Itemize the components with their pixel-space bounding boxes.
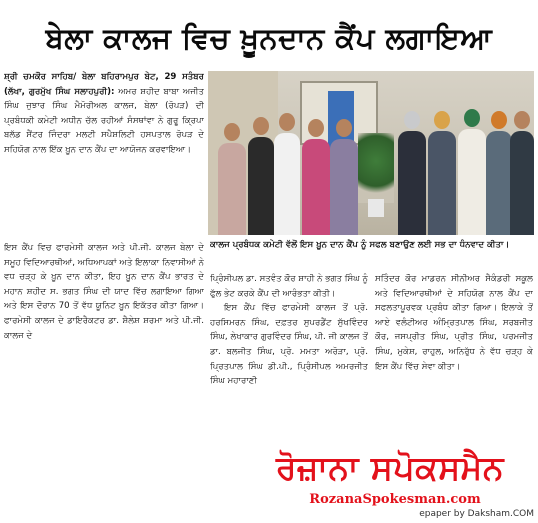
dateline-byline: ਸ਼੍ਰੀ ਚਮਕੌਰ ਸਾਹਿਬ/ ਬੇਲਾ ਬਹਿਰਾਮਪੁਰ ਬੇਟ, 29 ਸਤੰਬਰ (ਲੱਖਾ, ਗੁਰਮੁੱਖ ਸਿੰਘ ਸਲਾਹਪੁਰੀ): bbox=[4, 72, 204, 97]
website-link[interactable]: RozanaSpokesman.com bbox=[309, 492, 481, 507]
article-column-3 bbox=[375, 272, 533, 442]
lead-paragraph: ਅਮਰ ਸ਼ਹੀਦ ਬਾਬਾ ਅਜੀਤ ਸਿੰਘ ਜੁਝਾਰ ਸਿੰਘ ਮੈਮੋਰੀਅਲ ਕਾਲਜ, ਬੇਲਾ (ਰੋਪੜ) ਦੀ ਪ੍ਰਬੰਧਕੀ ਕਮੇਟੀ ਅਧੀਨ ਚੱਲ ਰਹੀਆਂ ਸੰਸਥਾਂਵਾ ਨੇ ਗੁਰੂ ਕ੍ਰਿਪਾ ਬਲੱਡ ਸੈਂਟਰ ਜਿੰਦਰਾ ਮਲਟੀ ਸਪੈਸ਼ਲਿਟੀ ਹਸਪਤਾਲ ਰੋਪੜ ਦੇ ਸਹਿਯੋਗ ਨਾਲ ਇੱਕ ਖ਼ੂਨ ਦਾਨ ਕੈਂਪ ਦਾ ਆਯੋਜਨ ਕਰਵਾਇਆ। bbox=[4, 86, 204, 155]
photo-caption: ਕਾਲਜ ਪ੍ਰਬੰਧਕ ਕਮੇਟੀ ਵੱਲੋਂ ਇਸ ਖ਼ੂਨ ਦਾਨ ਕੈਂਪ ਨੂੰ ਸਫਲ ਬਣਾਉਣ ਲਈ ਸਭ ਦਾ ਧੰਨਵਾਦ ਕੀਤਾ। bbox=[210, 240, 510, 250]
article-headline: ਬੇਲਾ ਕਾਲਜ ਵਿਚ ਖ਼ੂਨਦਾਨ ਕੈਂਪ ਲਗਾਇਆ bbox=[45, 21, 493, 55]
column-3-paragraph: ਸਤਿੰਦਰ ਕੌਰ ਮਾਡਰਨ ਸੀਨੀਅਰ ਸੈਕੰਡਰੀ ਸਕੂਲ ਅਤੇ ਵਿਦਿਆਰਥੀਆਂ ਦੇ ਸਹਿਯੋਗ ਨਾਲ ਕੈਂਪ ਦਾ ਸਫਲਤਾਪੂਰਵਕ ਪ੍ਰਬੰਧ ਕੀਤਾ ਗਿਆ। ਇਲਾਕੇ ਤੋਂ ਆਏ ਵਲੰਟੀਅਰ ਅੰਮ੍ਰਿਤਪਾਲ ਸਿੰਘ, ਸਰਬਜੀਤ ਕੌਰ, ਜਸਪ੍ਰੀਤ ਸਿੰਘ, ਪ੍ਰੀਤ ਸਿੰਘ, ਪਰਮਜੀਤ ਸਿੰਘ, ਮੁਕੇਸ਼, ਰਾਹੁਲ, ਅਨਿਰੁੱਧ ਨੇ ਵੱਧ ਚੜ੍ਹ ਕੇ ਇਸ ਕੈਂਪ ਵਿੱਚ ਸੇਵਾ ਕੀਤਾ। bbox=[375, 274, 533, 372]
article-column-1 bbox=[4, 241, 204, 441]
column-2-paragraph-2: ਇਸ ਕੈਂਪ ਵਿੱਚ ਫਾਰਮੇਸੀ ਕਾਲਜ ਤੋਂ ਪ੍ਰੋ. ਹਰਸਿਮਰਨ ਸਿੰਘ, ਦਫ਼ਤਰ ਸੁਪਰਡੈਂਟ ਸੁੱਖਵਿੰਦਰ ਸਿੰਘ, ਲੇਖਾਕਾਰ ਗੁਰਵਿੰਦਰ ਸਿੰਘ, ਪੀ. ਜੀ ਕਾਲਜ ਤੋਂ ਡਾ. ਬਲਜੀਤ ਸਿੰਘ, ਪ੍ਰੋ. ਮਮਤਾ ਅਰੋੜਾ, ਪ੍ਰੋ. ਪ੍ਰਿਤਪਾਲ ਸਿੰਘ ਡੀ.ਪੀ., ਪ੍ਰਿੰਸੀਪਲ ਅਮਰਜੀਤ ਸਿੰਘ ਮਹਾਰਾਣੀ bbox=[210, 303, 368, 387]
article-column-2 bbox=[210, 272, 368, 442]
newspaper-logo: ਰੋਜ਼ਾਨਾ ਸਪੋਕਸਮੈਨ bbox=[275, 448, 505, 487]
epaper-credit: epaper by Daksham.COM bbox=[419, 509, 534, 519]
article-lead bbox=[4, 70, 204, 240]
column-2-paragraph-1: ਪ੍ਰਿੰਸੀਪਲ ਡਾ. ਸਤਵੰਤ ਕੌਰ ਸ਼ਾਹੀ ਨੇ ਭਗਤ ਸਿੰਘ ਨੂੰ ਫੁੱਲ ਭੇਟ ਕਰਕੇ ਕੈਂਪ ਦੀ ਆਰੰਭਤਾ ਕੀਤੀ। bbox=[210, 274, 368, 299]
column-1-paragraph: ਇਸ ਕੈਂਪ ਵਿਚ ਫਾਰਮੇਸੀ ਕਾਲਜ ਅਤੇ ਪੀ.ਜੀ. ਕਾਲਜ ਬੇਲਾ ਦੇ ਸਮੂਹ ਵਿਦਿਆਰਥੀਆਂ, ਅਧਿਆਪਕਾਂ ਅਤੇ ਇਲਾਕਾ ਨਿਵਾਸੀਆਂ ਨੇ ਵਧ ਚੜ੍ਹ ਕੇ ਖ਼ੂਨ ਦਾਨ ਕੀਤਾ, ਇਹ ਖ਼ੂਨ ਦਾਨ ਕੈਂਪ ਭਾਰਤ ਦੇ ਮਹਾਨ ਸ਼ਹੀਦ ਸ. ਭਗਤ ਸਿੰਘ ਦੀ ਯਾਦ ਵਿੱਚ ਲਗਾਇਆ ਗਿਆ ਅਤੇ ਇਸ ਦੌਰਾਨ 70 ਤੋਂ ਵੱਧ ਯੂਨਿਟ ਖ਼ੂਨ ਇਕੱਤਰ ਕੀਤਾ ਗਿਆ। ਫਾਰਮੇਸੀ ਕਾਲਜ ਦੇ ਡਾਇਰੈਕਟਰ ਡਾ. ਸ਼ੈਲੇਸ਼ ਸ਼ਰਮਾ ਅਤੇ ਪੀ.ਜੀ. ਕਾਲਜ ਦੇ bbox=[4, 243, 204, 341]
news-photo bbox=[208, 71, 534, 235]
